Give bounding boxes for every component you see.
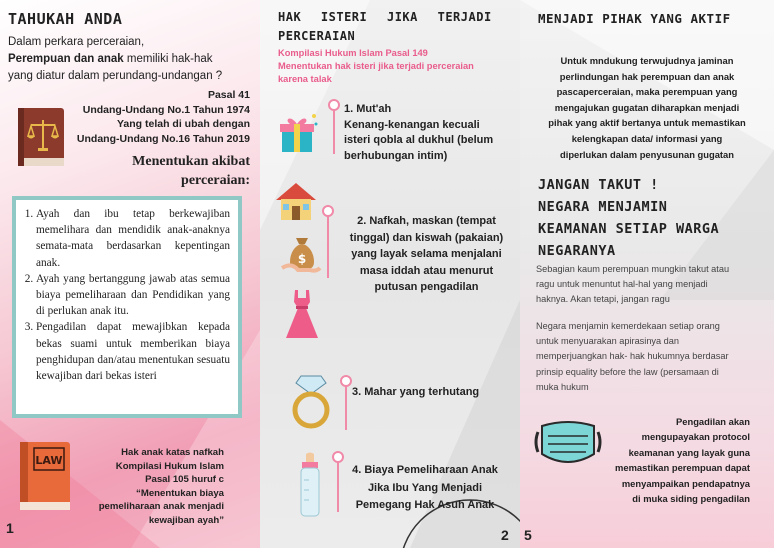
item-line: Pemegang Hak Asuh Anak	[355, 499, 495, 511]
akibat-line: perceraian:	[181, 173, 250, 188]
item-line: yang layak selama menjalani	[351, 248, 502, 260]
panel-hak-isteri	[260, 0, 520, 548]
list-item: 2. Ayah yang bertanggung jawab atas semua biaya pemeliharaan dan Pendidikan yang di perlukan anak itu.	[36, 271, 230, 320]
baby-bottle-icon	[296, 452, 324, 520]
panel3-title: MENJADI PIHAK YANG AKTIF	[538, 11, 731, 26]
para-negara	[536, 319, 772, 395]
khi-line: Pasal 105 huruf c	[145, 474, 224, 486]
jangan-takut-heading	[538, 174, 719, 262]
sub-line: karena talak	[278, 74, 332, 84]
khi-line: kewajiban ayah”	[148, 514, 224, 526]
page-number: 2	[501, 527, 509, 543]
law-reference	[70, 88, 250, 146]
intro-line: perlindungan hak perempuan dan anak	[559, 70, 735, 82]
item-line: masa iddah atau menurut	[359, 264, 494, 277]
para-line: untuk menyuarakan apirasinya dan	[536, 336, 680, 347]
gift-icon	[276, 110, 320, 154]
panel-pihak-aktif	[520, 0, 774, 548]
akibat-list-box	[12, 196, 242, 418]
heading-line: JANGAN TAKUT !	[538, 177, 659, 193]
intro-line	[8, 51, 258, 68]
court-protocol	[580, 414, 750, 506]
para-ragu	[536, 262, 772, 307]
item-line: Kenang-kenangan kecuali	[344, 118, 480, 131]
heading-line: NEGARANYA	[538, 243, 616, 259]
item-line: 1. Mut'ah	[344, 103, 392, 115]
svg-text:$: $	[297, 252, 307, 266]
court-line: mengupayakan protocol	[641, 431, 750, 443]
ring-icon	[288, 372, 334, 430]
list-item: 1. Ayah dan ibu tetap berkewajiban memelihara dan mendidik anak-anaknya semata-mata berdasarkan kepentingan anak.	[36, 206, 230, 271]
item-nafkah	[334, 213, 519, 296]
court-line: Pengadilan akan	[676, 416, 750, 427]
panel1-title: TAHUKAH ANDA	[8, 10, 123, 28]
khi-line: “Menentukan biaya	[136, 487, 224, 499]
list-item: 3. Pengadilan dapat mewajibkan kepada bekas suami untuk memberikan biaya penghidupan dan/atau menentukan sesuatu kewajiban dari bekas isteri	[36, 319, 230, 384]
court-line: keamanan yang layak guna	[628, 446, 750, 458]
intro-line: pascaperceraian, maka perempuan yang	[556, 86, 738, 98]
item-line: 2. Nafkah, maskan (tempat	[357, 215, 496, 227]
house-icon	[274, 180, 318, 222]
akibat-list	[26, 206, 230, 384]
akibat-heading	[132, 152, 250, 190]
khi-reference	[54, 446, 224, 528]
intro-line: pihak yang aktif bertanya untuk memastikan	[548, 117, 746, 129]
heading-line: KEAMANAN SETIAP WARGA	[538, 221, 720, 237]
item-line: Jika Ibu Yang Menjadi	[367, 481, 483, 494]
intro-bold: Perempuan dan anak	[8, 53, 124, 65]
page-number: 5	[524, 527, 532, 543]
intro-rest: memiliki hak-hak	[123, 53, 213, 65]
heading-line: NEGARA MENJAMIN	[538, 199, 668, 215]
item-line: isteri qobla al dukhul (belum	[344, 134, 494, 146]
para-line: Negara menjamin kemerdekaan setiap orang	[536, 321, 720, 331]
title-line: HAK ISTERI JIKA TERJADI	[278, 10, 492, 24]
para-line: Sebagian kaum perempuan mungkin takut atau	[536, 264, 730, 274]
panel3-intro	[528, 53, 766, 162]
page-number: 1	[6, 520, 14, 536]
sub-line: Menentukan hak isteri jika terjadi perceraian	[278, 61, 474, 71]
panel-tahukah-anda	[0, 0, 260, 548]
pin-line	[345, 386, 347, 430]
para-line: prinsip equality before the law (persamaan di	[536, 366, 719, 377]
para-line: muka hukum	[536, 381, 589, 392]
dress-icon	[282, 288, 322, 342]
pin-line	[327, 216, 329, 278]
item-mutah	[344, 102, 519, 164]
panel2-title	[278, 8, 513, 46]
panel2-subtitle	[278, 47, 518, 86]
item-line: tinggal) dan kiswah (pakaian)	[349, 231, 504, 244]
intro-line: diperlukan dalam penyusunan gugatan	[560, 148, 734, 160]
law-line: Undang-Undang No.16 Tahun 2019	[76, 132, 250, 145]
court-line: di muka siding pengadilan	[632, 493, 750, 505]
intro-line: yang diatur dalam perundang-undangan ?	[8, 70, 223, 82]
intro-line: mengajukan gugatan diharapkan menjadi	[554, 101, 740, 113]
court-line: menyampaikan pendapatnya	[621, 477, 750, 489]
item-line: putusan pengadilan	[374, 281, 479, 293]
title-line: PERCERAIAN	[278, 29, 356, 43]
intro-line: Dalam perkara perceraian,	[8, 36, 145, 48]
item-line: 4. Biaya Pemeliharaan Anak	[352, 464, 498, 476]
item-line: berhubungan intim)	[344, 149, 448, 162]
law-book-label: LAW	[35, 454, 63, 467]
item-biaya	[334, 462, 516, 515]
item-mahar: 3. Mahar yang terhutang	[352, 386, 480, 398]
khi-line: Hak anak katas nafkah	[121, 447, 224, 458]
akibat-line: Menentukan akibat	[132, 154, 250, 169]
para-line: ragu untuk menuntut hal-hal yang menjadi	[536, 279, 708, 289]
law-book-balance-icon	[14, 106, 68, 168]
money-bag-icon	[280, 232, 324, 276]
khi-line: pemeliharaan anak menjadi	[98, 501, 224, 513]
law-line: Undang-Undang No.1 Tahun 1974	[82, 103, 250, 116]
para-line: haknya. Akan tetapi, jangan ragu	[536, 294, 670, 304]
para-line: memperjuangkan hak- hak hukumnya berdasar	[536, 351, 729, 362]
law-line: Yang telah di ubah dengan	[116, 118, 250, 130]
intro-line: Untuk mndukung terwujudnya jaminan	[560, 55, 734, 66]
sub-line: Kompilasi Hukum Islam Pasal 149	[278, 48, 428, 58]
court-line: memastikan perempuan dapat	[615, 462, 750, 474]
law-line: Pasal 41	[207, 89, 250, 101]
pin-line	[333, 110, 335, 154]
intro-line: kelengkapan data/ informasi yang	[571, 132, 723, 144]
panel1-intro	[8, 34, 258, 85]
khi-line: Kompilasi Hukum Islam	[115, 460, 224, 472]
